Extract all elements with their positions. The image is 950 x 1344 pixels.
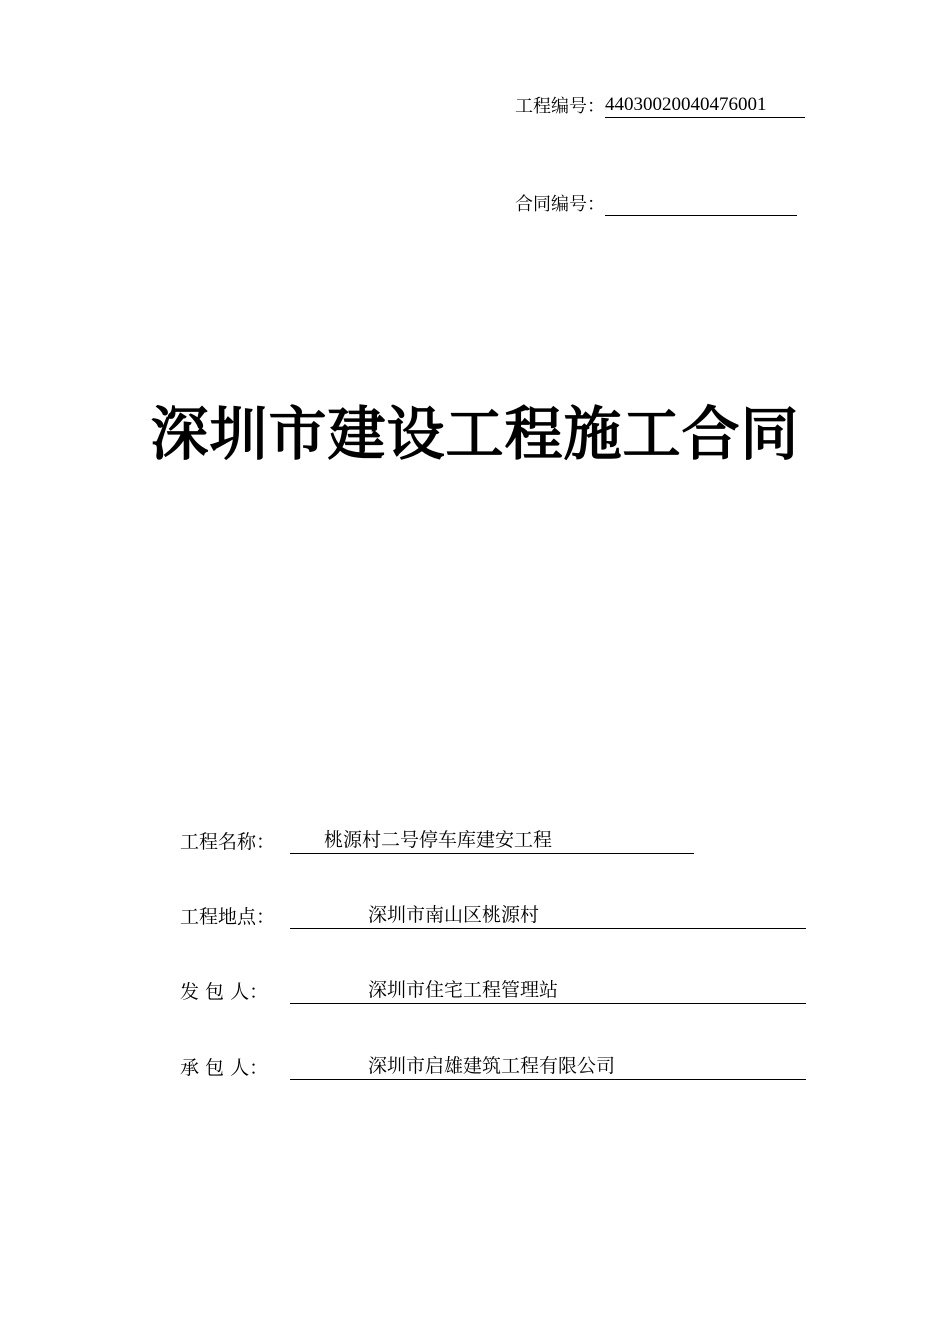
contractor-field [180, 1054, 806, 1080]
contract-number-value [605, 194, 797, 216]
document-title: 深圳市建设工程施工合同 [150, 400, 800, 468]
project-name-value: 桃源村二号停车库建安工程 [290, 828, 694, 854]
project-number-value: 44030020040476001 [605, 94, 805, 118]
project-name-field [180, 828, 694, 854]
project-number-label: 工程编号： [515, 96, 605, 117]
contractor-value: 深圳市启雄建筑工程有限公司 [290, 1054, 806, 1080]
employer-field [180, 978, 806, 1004]
project-site-field [180, 903, 806, 929]
project-site-label: 工程地点： [180, 906, 276, 928]
contractor-label: 承 包 人： [180, 1057, 269, 1079]
project-site-value: 深圳市南山区桃源村 [290, 903, 806, 929]
employer-label: 发 包 人： [180, 981, 269, 1003]
project-number-line [515, 94, 805, 118]
contract-number-label: 合同编号： [515, 194, 605, 215]
project-name-label: 工程名称： [180, 831, 276, 853]
employer-value: 深圳市住宅工程管理站 [290, 978, 806, 1004]
contract-number-line [515, 194, 797, 216]
